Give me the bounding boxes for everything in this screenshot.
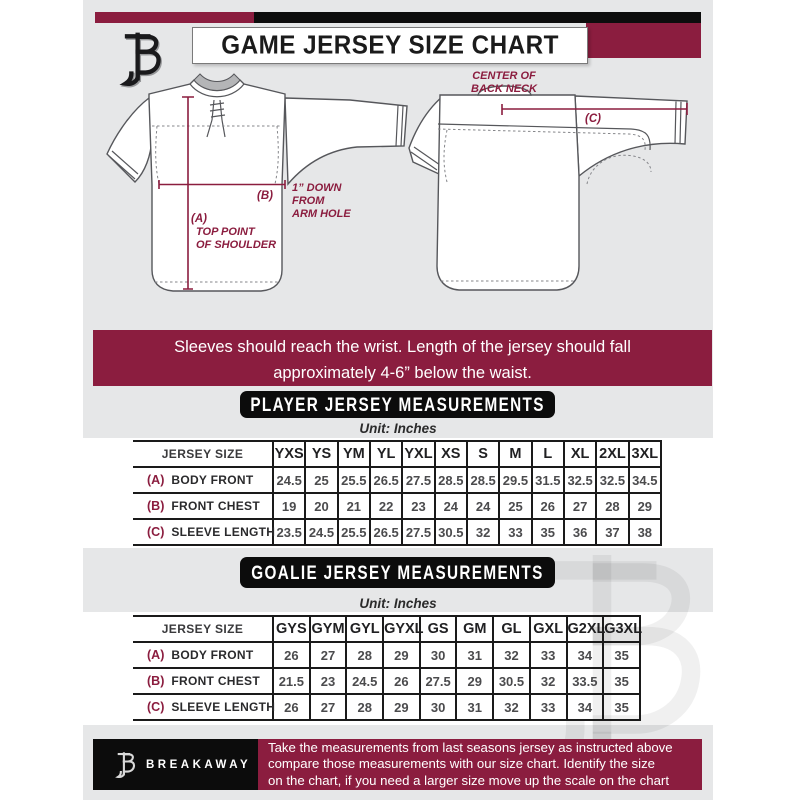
logo-mark <box>126 35 159 84</box>
row-label <box>133 642 273 668</box>
jersey-diagram <box>95 60 713 330</box>
goalie-header-row <box>133 616 640 642</box>
label-b-note-3: ARM HOLE <box>292 208 351 220</box>
goalie-section-banner <box>240 557 555 588</box>
measurement-cell: 24.5 <box>346 668 383 694</box>
front-right-sleeve <box>285 98 407 184</box>
label-c-key: (C) <box>585 113 601 125</box>
footer-note-line-3: on the chart, if you need a larger size move up the scale on the chart <box>268 772 669 788</box>
label-a-note-2: OF SHOULDER <box>196 239 277 251</box>
footer-note-box <box>258 739 702 790</box>
measurement-cell: 34 <box>567 642 604 668</box>
measurement-cell: 37 <box>596 519 628 545</box>
measurement-cell: 30 <box>420 642 457 668</box>
measurement-cell: 26 <box>273 694 310 720</box>
label-a-note-1: TOP POINT <box>196 226 255 238</box>
measurement-cell: 30.5 <box>435 519 467 545</box>
size-col-header: GYS <box>273 616 310 642</box>
size-col-header: GYXL <box>383 616 420 642</box>
notice-line-2: approximately 4-6” below the waist. <box>273 364 532 382</box>
footer-note-line-2: compare those measurements with our size chart. Identify the size <box>268 756 656 772</box>
measurement-cell: 27.5 <box>420 668 457 694</box>
size-col-header: S <box>467 441 499 467</box>
label-b-note-2: FROM <box>292 195 325 207</box>
top-bar-black-segment <box>254 12 701 23</box>
measurement-cell: 26.5 <box>370 519 402 545</box>
row-key: (B) <box>147 499 165 513</box>
row-label <box>133 694 276 720</box>
notice-banner <box>93 330 712 386</box>
measurement-cell: 23.5 <box>273 519 305 545</box>
row-key: (C) <box>147 525 165 539</box>
measurement-cell: 27 <box>310 694 347 720</box>
measurement-cell: 33 <box>499 519 531 545</box>
size-col-header: 2XL <box>596 441 628 467</box>
measurement-cell: 25.5 <box>338 467 370 493</box>
row-name: BODY FRONT <box>171 648 254 662</box>
size-col-header: G2XL <box>567 616 604 642</box>
row-key: (A) <box>147 648 165 662</box>
measurement-cell: 36 <box>564 519 596 545</box>
measurement-cell: 35 <box>532 519 564 545</box>
measurement-cell: 32.5 <box>564 467 596 493</box>
measurement-cell: 35 <box>603 668 640 694</box>
measurement-cell: 27.5 <box>402 519 434 545</box>
row-name: FRONT CHEST <box>171 674 260 688</box>
row-label <box>133 519 276 545</box>
row-label <box>133 493 273 519</box>
chart-card <box>83 0 713 800</box>
measurement-cell: 26 <box>532 493 564 519</box>
size-col-header: GYM <box>310 616 347 642</box>
measurement-cell: 31.5 <box>532 467 564 493</box>
measurement-cell: 30.5 <box>493 668 530 694</box>
front-jersey-drawing <box>107 74 407 291</box>
size-col-header: GS <box>420 616 457 642</box>
row-name: SLEEVE LENGTH <box>171 525 276 539</box>
row-name: BODY FRONT <box>171 473 254 487</box>
measurement-cell: 24 <box>467 493 499 519</box>
measurement-cell: 23 <box>402 493 434 519</box>
measurement-cell: 31 <box>456 642 493 668</box>
measurement-cell: 22 <box>370 493 402 519</box>
measurement-cell: 29 <box>456 668 493 694</box>
size-col-header: 3XL <box>629 441 661 467</box>
goalie-corner-cell: JERSEY SIZE <box>133 616 273 642</box>
size-col-header: GL <box>493 616 530 642</box>
measurement-cell: 32 <box>493 694 530 720</box>
goalie-size-table <box>133 615 641 721</box>
player-section-banner <box>240 391 555 418</box>
measurement-cell: 21 <box>338 493 370 519</box>
size-col-header: L <box>532 441 564 467</box>
measurement-cell: 28 <box>596 493 628 519</box>
measurement-cell: 25 <box>499 493 531 519</box>
size-col-header: GXL <box>530 616 567 642</box>
row-key: (C) <box>147 700 165 714</box>
measurement-cell: 33 <box>530 694 567 720</box>
size-col-header: YXS <box>273 441 305 467</box>
player-header-row <box>133 441 661 467</box>
player-section-title: PLAYER JERSEY MEASUREMENTS <box>250 393 545 415</box>
player-size-table <box>133 440 662 546</box>
measurement-cell: 27.5 <box>402 467 434 493</box>
row-name: FRONT CHEST <box>171 499 260 513</box>
measurement-cell: 28 <box>346 694 383 720</box>
measurement-cell: 26 <box>383 668 420 694</box>
measurement-cell: 27 <box>564 493 596 519</box>
player-sleeve-length-row <box>133 519 661 545</box>
measurement-cell: 28.5 <box>467 467 499 493</box>
measurement-cell: 33 <box>530 642 567 668</box>
row-label <box>133 467 273 493</box>
measurement-cell: 28.5 <box>435 467 467 493</box>
measurement-cell: 28 <box>346 642 383 668</box>
back-right-sleeve <box>575 96 687 176</box>
measurement-cell: 34.5 <box>629 467 661 493</box>
breakaway-b-logo-icon <box>117 30 167 88</box>
measurement-cell: 31 <box>456 694 493 720</box>
player-corner-cell: JERSEY SIZE <box>133 441 273 467</box>
measurement-cell: 25.5 <box>338 519 370 545</box>
measurement-cell: 24.5 <box>305 519 337 545</box>
measurement-cell: 38 <box>629 519 661 545</box>
row-key: (A) <box>147 473 165 487</box>
size-col-header: M <box>499 441 531 467</box>
front-body <box>149 80 285 291</box>
size-col-header: G3XL <box>603 616 640 642</box>
label-c-note-2: BACK NECK <box>471 83 537 95</box>
measurement-cell: 32 <box>467 519 499 545</box>
size-col-header: XL <box>564 441 596 467</box>
goalie-unit-label: Unit: Inches <box>359 596 437 611</box>
row-name: SLEEVE LENGTH <box>171 700 276 714</box>
size-col-header: YM <box>338 441 370 467</box>
title-box <box>192 27 588 64</box>
footer-note-line-1: Take the measurements from last seasons jersey as instructed above <box>268 740 673 755</box>
size-col-header: GM <box>456 616 493 642</box>
size-col-header: YS <box>305 441 337 467</box>
measurement-cell: 24.5 <box>273 467 305 493</box>
size-col-header: GYL <box>346 616 383 642</box>
player-body-front-row <box>133 467 661 493</box>
back-jersey-drawing <box>409 86 687 290</box>
player-front-chest-row <box>133 493 661 519</box>
footer-b-logo-icon <box>115 751 137 779</box>
size-col-header: XS <box>435 441 467 467</box>
measurement-cell: 25 <box>305 467 337 493</box>
measurement-cell: 32.5 <box>596 467 628 493</box>
measurement-cell: 26 <box>273 642 310 668</box>
label-c-note-1: CENTER OF <box>472 70 536 82</box>
measurement-cell: 33.5 <box>567 668 604 694</box>
measurement-cell: 29 <box>629 493 661 519</box>
measurement-cell: 21.5 <box>273 668 310 694</box>
footer-brand-box <box>93 739 258 790</box>
goalie-section-title: GOALIE JERSEY MEASUREMENTS <box>251 561 544 583</box>
label-a-key: (A) <box>191 213 207 225</box>
footer-brand-name: BREAKAWAY <box>146 758 252 771</box>
notice-line-1: Sleeves should reach the wrist. Length of the jersey should fall <box>174 338 631 356</box>
measurement-cell: 34 <box>567 694 604 720</box>
measurement-cell: 35 <box>603 642 640 668</box>
label-b-note-1: 1” DOWN <box>292 182 342 194</box>
row-key: (B) <box>147 674 165 688</box>
measurement-cell: 29 <box>383 694 420 720</box>
measurement-cell: 23 <box>310 668 347 694</box>
label-b-key: (B) <box>257 190 273 202</box>
measurement-cell: 24 <box>435 493 467 519</box>
goalie-sleeve-length-row <box>133 694 640 720</box>
measurement-cell: 29.5 <box>499 467 531 493</box>
goalie-body-front-row <box>133 642 640 668</box>
measurement-cell: 26.5 <box>370 467 402 493</box>
goalie-front-chest-row <box>133 668 640 694</box>
measurement-cell: 29 <box>383 642 420 668</box>
front-left-sleeve <box>107 98 152 182</box>
measurement-cell: 19 <box>273 493 305 519</box>
size-col-header: YXL <box>402 441 434 467</box>
row-label <box>133 668 273 694</box>
measurement-cell: 27 <box>310 642 347 668</box>
measurement-cell: 20 <box>305 493 337 519</box>
measurement-cell: 30 <box>420 694 457 720</box>
header-maroon-block <box>586 23 701 58</box>
measurement-cell: 32 <box>530 668 567 694</box>
player-unit-label: Unit: Inches <box>359 421 437 436</box>
page-title: GAME JERSEY SIZE CHART <box>221 30 559 60</box>
size-col-header: YL <box>370 441 402 467</box>
measurement-cell: 35 <box>603 694 640 720</box>
measurement-cell: 32 <box>493 642 530 668</box>
top-bar-maroon-segment <box>95 12 254 23</box>
